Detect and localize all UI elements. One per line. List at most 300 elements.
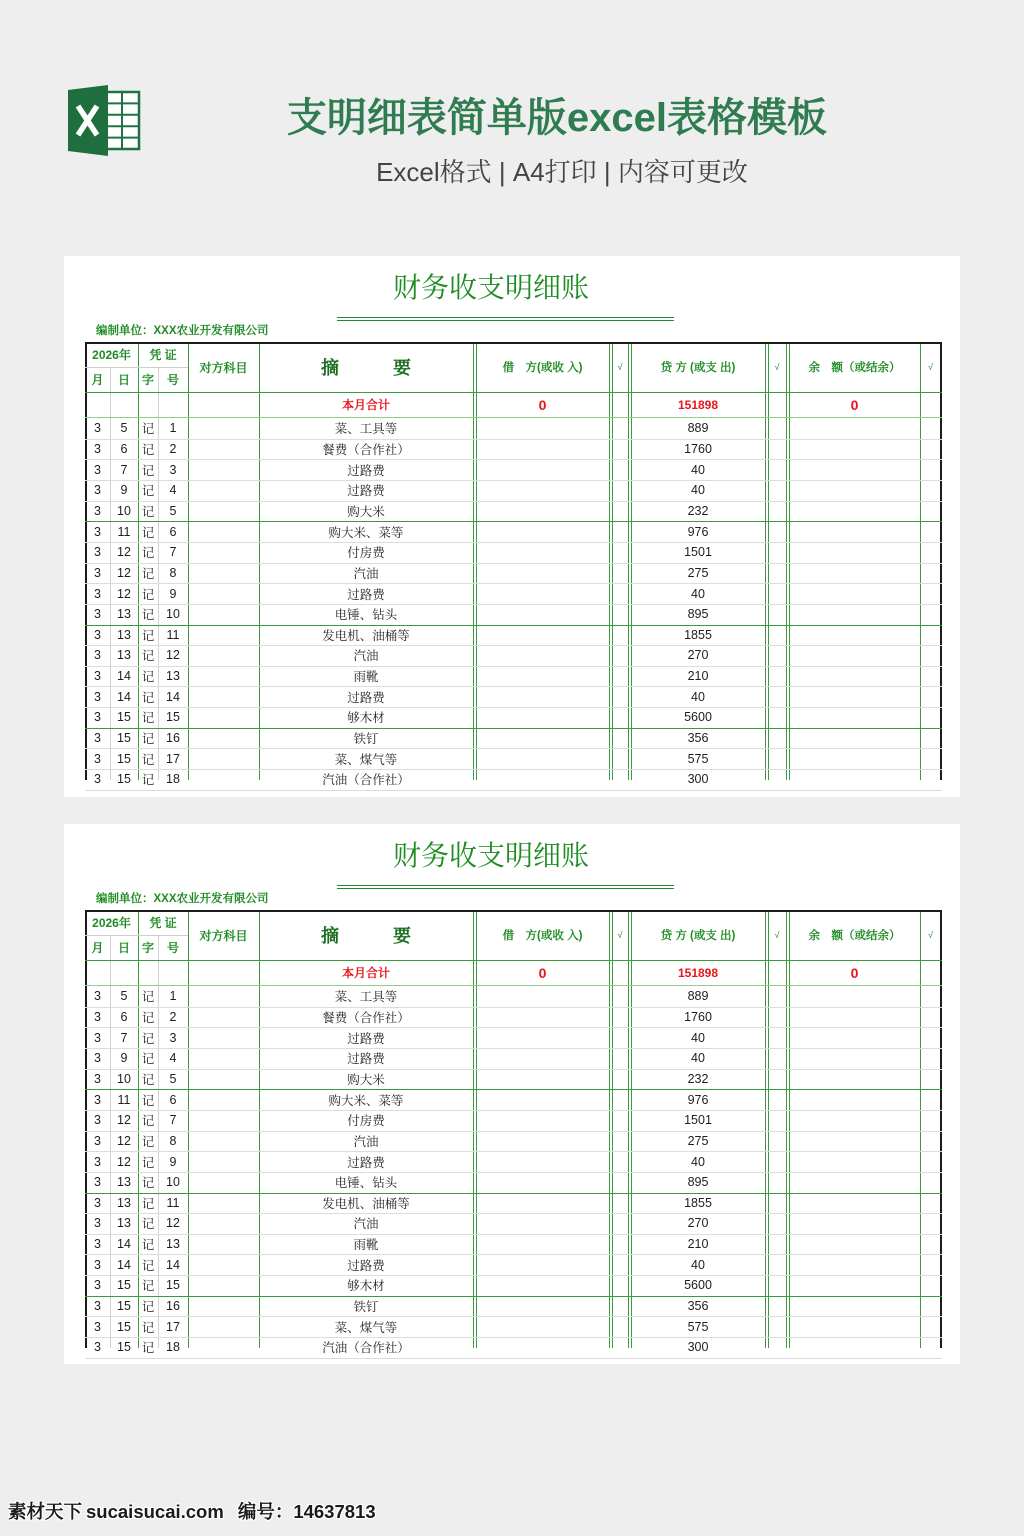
cell-month: 3: [94, 689, 101, 704]
header-credit-check: √: [774, 362, 780, 372]
cell-day: 12: [117, 1154, 131, 1169]
cell-month: 3: [94, 607, 101, 622]
ledger-row: [85, 986, 942, 1007]
cell-month: 3: [94, 1237, 101, 1252]
cell-credit-amount: 300: [687, 1340, 709, 1355]
cell-voucher-type: 记: [141, 1155, 155, 1170]
total-credit: 151898: [677, 397, 719, 412]
total-label: 本月合计: [341, 966, 390, 980]
cell-voucher-type: 记: [141, 566, 155, 581]
cell-voucher-no: 9: [169, 586, 177, 601]
cell-summary: 过路费: [347, 1031, 385, 1046]
cell-voucher-no: 13: [166, 669, 180, 684]
cell-voucher-no: 15: [166, 1278, 180, 1293]
cell-summary: 铁钉: [353, 732, 379, 747]
ledger-title: 财务收支明细账: [392, 271, 589, 304]
cell-voucher-no: 11: [166, 627, 180, 642]
cell-credit-amount: 40: [691, 1051, 705, 1066]
cell-month: 3: [94, 524, 101, 539]
cell-day: 14: [117, 1237, 131, 1252]
ledger-preview-panel: [64, 824, 960, 1364]
cell-voucher-type: 记: [141, 587, 155, 602]
cell-credit-amount: 275: [687, 565, 709, 580]
total-debit: 0: [538, 964, 547, 981]
cell-day: 5: [120, 989, 128, 1004]
cell-voucher-no: 12: [166, 1216, 180, 1231]
compiling-unit-label: 编制单位：XXX农业开发有限公司: [96, 893, 269, 905]
cell-month: 3: [94, 1154, 101, 1169]
cell-voucher-type: 记: [141, 504, 155, 519]
cell-voucher-no: 13: [166, 1237, 180, 1252]
header-voucher-type: 字: [141, 941, 154, 955]
cell-voucher-no: 16: [166, 1299, 180, 1314]
cell-credit-amount: 40: [691, 1030, 705, 1045]
header-day: 日: [117, 373, 130, 387]
header-counter-account: 对方科目: [199, 360, 248, 375]
cell-voucher-type: 记: [141, 463, 155, 478]
cell-day: 13: [117, 627, 131, 642]
cell-month: 3: [94, 545, 101, 560]
cell-voucher-no: 7: [169, 1113, 177, 1128]
cell-credit-amount: 40: [691, 483, 705, 498]
cell-summary: 过路费: [347, 1258, 385, 1273]
cell-summary: 汽油: [353, 1134, 379, 1149]
title-double-underline: [337, 885, 674, 889]
cell-summary: 够木材: [347, 711, 385, 726]
cell-voucher-no: 10: [166, 607, 180, 622]
cell-voucher-no: 5: [169, 503, 177, 518]
cell-month: 3: [94, 648, 101, 663]
cell-month: 3: [94, 1216, 101, 1231]
header-voucher-no: 号: [166, 941, 179, 955]
cell-credit-amount: 895: [687, 1175, 709, 1190]
cell-month: 3: [94, 1175, 101, 1190]
cell-voucher-type: 记: [141, 1134, 155, 1149]
cell-day: 13: [117, 1175, 131, 1190]
cell-credit-amount: 5600: [684, 710, 712, 725]
cell-voucher-type: 记: [141, 1258, 155, 1273]
ledger-row: [85, 604, 942, 625]
ledger-row: [85, 1172, 942, 1193]
cell-summary: 过路费: [347, 587, 385, 602]
total-balance: 0: [850, 396, 859, 413]
header-balance-check: √: [928, 362, 933, 372]
cell-voucher-type: 记: [141, 525, 155, 540]
cell-month: 3: [94, 751, 101, 766]
cell-voucher-no: 18: [166, 1340, 180, 1355]
cell-summary: 过路费: [347, 463, 385, 478]
ledger-row: [85, 583, 942, 604]
header-balance-check: √: [928, 930, 933, 940]
ledger-row: [85, 1027, 942, 1048]
cell-summary: 过路费: [347, 484, 385, 499]
cell-credit-amount: 232: [687, 1071, 709, 1086]
ledger-row: [85, 439, 942, 460]
ledger-row: [85, 501, 942, 522]
ledger-row: [85, 666, 942, 687]
cell-month: 3: [94, 1071, 101, 1086]
cell-credit-amount: 1760: [684, 1009, 712, 1024]
cell-voucher-type: 记: [141, 1341, 155, 1356]
cell-summary: 购大米、菜等: [328, 1093, 404, 1108]
cell-voucher-type: 记: [141, 1279, 155, 1294]
cell-credit-amount: 232: [687, 503, 709, 518]
cell-credit-amount: 270: [687, 648, 709, 663]
cell-credit-amount: 356: [687, 731, 709, 746]
cell-credit-amount: 40: [691, 1257, 705, 1272]
cell-day: 15: [117, 1319, 131, 1334]
header-debit: 借 方(或收 入): [502, 362, 583, 374]
cell-summary: 汽油: [353, 1217, 379, 1232]
cell-day: 7: [120, 462, 128, 477]
cell-month: 3: [94, 441, 101, 456]
cell-voucher-type: 记: [141, 1196, 155, 1211]
cell-voucher-no: 11: [166, 1195, 180, 1210]
cell-summary: 菜、煤气等: [334, 1320, 398, 1335]
cell-summary: 菜、工具等: [334, 990, 398, 1005]
cell-voucher-no: 4: [169, 1051, 177, 1066]
cell-voucher-no: 8: [169, 565, 177, 580]
cell-voucher-no: 2: [169, 441, 177, 456]
cell-credit-amount: 5600: [684, 1278, 712, 1293]
cell-summary: 汽油（合作社）: [322, 773, 410, 788]
ledger-row: [85, 1337, 942, 1358]
ledger-row: [85, 480, 942, 501]
cell-voucher-no: 16: [166, 731, 180, 746]
cell-day: 15: [117, 1299, 131, 1314]
cell-summary: 付房费: [347, 1114, 385, 1129]
cell-summary: 发电机、油桶等: [322, 628, 410, 643]
cell-month: 3: [94, 503, 101, 518]
cell-month: 3: [94, 1051, 101, 1066]
cell-voucher-type: 记: [141, 1114, 155, 1129]
cell-month: 3: [94, 1278, 101, 1293]
cell-day: 12: [117, 1133, 131, 1148]
cell-summary: 购大米、菜等: [328, 525, 404, 540]
ledger-row: [85, 1316, 942, 1337]
cell-day: 15: [117, 1340, 131, 1355]
cell-voucher-no: 18: [166, 772, 180, 787]
header-credit-check: √: [774, 930, 780, 940]
header-debit-check: √: [617, 930, 623, 940]
cell-day: 15: [117, 1278, 131, 1293]
cell-voucher-type: 记: [141, 1031, 155, 1046]
cell-credit-amount: 40: [691, 586, 705, 601]
page-subtitle: Excel格式 | A4打印 | 内容可更改: [376, 157, 748, 187]
cell-voucher-type: 记: [141, 1093, 155, 1108]
cell-day: 15: [117, 751, 131, 766]
cell-voucher-type: 记: [141, 732, 155, 747]
page-title: 支明细表简单版excel表格模板: [286, 96, 828, 140]
cell-voucher-no: 17: [166, 751, 180, 766]
cell-voucher-no: 9: [169, 1154, 177, 1169]
cell-voucher-type: 记: [141, 484, 155, 499]
cell-day: 6: [120, 441, 128, 456]
ledger-row: [85, 521, 942, 542]
cell-voucher-type: 记: [141, 546, 155, 561]
ledger-row: [85, 645, 942, 666]
cell-month: 3: [94, 1133, 101, 1148]
cell-day: 15: [117, 731, 131, 746]
cell-month: 3: [94, 1340, 101, 1355]
cell-summary: 汽油: [353, 566, 379, 581]
cell-voucher-no: 8: [169, 1133, 177, 1148]
header-summary: 摘 要: [321, 358, 411, 378]
cell-day: 14: [117, 669, 131, 684]
cell-month: 3: [94, 1299, 101, 1314]
cell-voucher-no: 17: [166, 1319, 180, 1334]
cell-month: 3: [94, 1092, 101, 1107]
cell-credit-amount: 1855: [684, 627, 712, 642]
header-year: 2026年: [92, 348, 131, 362]
ledger-row: [85, 707, 942, 728]
cell-voucher-type: 记: [141, 1217, 155, 1232]
cell-voucher-type: 记: [141, 773, 155, 788]
header-voucher-no: 号: [166, 373, 179, 387]
cell-summary: 汽油（合作社）: [322, 1341, 410, 1356]
cell-voucher-no: 6: [169, 524, 177, 539]
excel-logo-icon: [68, 85, 141, 156]
cell-summary: 购大米: [347, 504, 385, 519]
cell-voucher-type: 记: [141, 1052, 155, 1067]
watermark-id: 编号：14637813: [237, 1501, 376, 1522]
ledger-row: [85, 1254, 942, 1275]
cell-voucher-no: 15: [166, 710, 180, 725]
cell-voucher-type: 记: [141, 1176, 155, 1191]
header-month: 月: [91, 941, 104, 955]
cell-credit-amount: 270: [687, 1216, 709, 1231]
cell-credit-amount: 210: [687, 1237, 709, 1252]
header-year: 2026年: [92, 916, 131, 930]
cell-voucher-type: 记: [141, 1238, 155, 1253]
row-separator-line: [85, 1358, 942, 1359]
cell-voucher-type: 记: [141, 628, 155, 643]
cell-credit-amount: 40: [691, 462, 705, 477]
cell-voucher-type: 记: [141, 1320, 155, 1335]
cell-day: 10: [117, 503, 131, 518]
total-debit: 0: [538, 396, 547, 413]
cell-summary: 电锤、钻头: [334, 1176, 398, 1191]
cell-month: 3: [94, 669, 101, 684]
cell-summary: 雨靴: [353, 1238, 379, 1253]
cell-voucher-type: 记: [141, 1072, 155, 1087]
cell-month: 3: [94, 1113, 101, 1128]
ledger-row: [85, 1007, 942, 1028]
ledger-row: [85, 1048, 942, 1069]
cell-voucher-type: 记: [141, 1010, 155, 1025]
cell-voucher-no: 14: [166, 1257, 180, 1272]
cell-day: 13: [117, 1216, 131, 1231]
cell-day: 14: [117, 1257, 131, 1272]
cell-day: 9: [120, 483, 128, 498]
cell-credit-amount: 976: [687, 1092, 709, 1107]
cell-voucher-type: 记: [141, 990, 155, 1005]
cell-summary: 汽油: [353, 649, 379, 664]
cell-credit-amount: 300: [687, 772, 709, 787]
cell-month: 3: [94, 462, 101, 477]
cell-credit-amount: 1501: [684, 1113, 712, 1128]
cell-voucher-type: 记: [141, 1300, 155, 1315]
cell-summary: 过路费: [347, 1052, 385, 1067]
cell-day: 13: [117, 1195, 131, 1210]
cell-day: 6: [120, 1009, 128, 1024]
ledger-row: [85, 769, 942, 790]
cell-summary: 菜、煤气等: [334, 752, 398, 767]
ledger-row: [85, 728, 942, 749]
ledger-row: [85, 1131, 942, 1152]
cell-month: 3: [94, 731, 101, 746]
ledger-row: [85, 1193, 942, 1214]
cell-credit-amount: 895: [687, 607, 709, 622]
cell-summary: 餐费（合作社）: [322, 1010, 410, 1025]
cell-summary: 餐费（合作社）: [322, 442, 410, 457]
row-separator-line: [85, 790, 942, 791]
cell-credit-amount: 1855: [684, 1195, 712, 1210]
cell-day: 12: [117, 565, 131, 580]
cell-day: 11: [117, 1092, 131, 1107]
header-day: 日: [117, 941, 130, 955]
ledger-row: [85, 1110, 942, 1131]
ledger-row: [85, 686, 942, 707]
total-credit: 151898: [677, 965, 719, 980]
watermark-site-url: sucaisucai.com: [86, 1501, 224, 1522]
cell-day: 12: [117, 545, 131, 560]
ledger-row: [85, 459, 942, 480]
header-debit: 借 方(或收 入): [502, 930, 583, 942]
cell-month: 3: [94, 989, 101, 1004]
cell-month: 3: [94, 1319, 101, 1334]
total-balance: 0: [850, 964, 859, 981]
cell-voucher-type: 记: [141, 690, 155, 705]
cell-day: 10: [117, 1071, 131, 1086]
cell-day: 13: [117, 648, 131, 663]
cell-day: 9: [120, 1051, 128, 1066]
header-debit-check: √: [617, 362, 623, 372]
cell-credit-amount: 1760: [684, 441, 712, 456]
title-double-underline: [337, 317, 674, 321]
ledger-row: [85, 1089, 942, 1110]
cell-day: 12: [117, 586, 131, 601]
cell-credit-amount: 889: [687, 989, 709, 1004]
ledger-row: [85, 1234, 942, 1255]
total-label: 本月合计: [341, 398, 390, 412]
cell-month: 3: [94, 1195, 101, 1210]
header-voucher: 凭 证: [149, 916, 177, 930]
cell-voucher-no: 12: [166, 648, 180, 663]
cell-month: 3: [94, 710, 101, 725]
cell-credit-amount: 275: [687, 1133, 709, 1148]
cell-voucher-no: 4: [169, 483, 177, 498]
ledger-preview-panel: [64, 256, 960, 797]
header-counter-account: 对方科目: [199, 928, 248, 943]
cell-day: 15: [117, 772, 131, 787]
ledger-row: [85, 1296, 942, 1317]
cell-voucher-type: 记: [141, 442, 155, 457]
cell-credit-amount: 40: [691, 1154, 705, 1169]
ledger-row: [85, 1213, 942, 1234]
cell-summary: 雨靴: [353, 670, 379, 685]
compiling-unit-label: 编制单位：XXX农业开发有限公司: [96, 325, 269, 337]
watermark: [8, 1499, 376, 1525]
ledger-row: [85, 563, 942, 584]
cell-summary: 过路费: [347, 690, 385, 705]
ledger-row: [85, 418, 942, 439]
cell-voucher-no: 14: [166, 689, 180, 704]
cell-credit-amount: 1501: [684, 545, 712, 560]
cell-voucher-type: 记: [141, 422, 155, 437]
cell-voucher-no: 2: [169, 1009, 177, 1024]
cell-summary: 过路费: [347, 1155, 385, 1170]
ledger-title: 财务收支明细账: [392, 839, 589, 872]
cell-voucher-type: 记: [141, 670, 155, 685]
cell-month: 3: [94, 565, 101, 580]
header-balance: 余 额（或结余）: [808, 362, 901, 374]
ledger-row: [85, 748, 942, 769]
cell-summary: 电锤、钻头: [334, 608, 398, 623]
cell-day: 7: [120, 1030, 128, 1045]
header-voucher: 凭 证: [149, 348, 177, 362]
cell-voucher-no: 6: [169, 1092, 177, 1107]
cell-month: 3: [94, 1009, 101, 1024]
cell-credit-amount: 356: [687, 1299, 709, 1314]
cell-summary: 付房费: [347, 546, 385, 561]
cell-voucher-type: 记: [141, 752, 155, 767]
cell-summary: 购大米: [347, 1072, 385, 1087]
cell-day: 13: [117, 607, 131, 622]
cell-voucher-no: 3: [169, 1030, 177, 1045]
ledger-row: [85, 625, 942, 646]
ledger-table: [85, 910, 942, 1356]
header-balance: 余 额（或结余）: [808, 930, 901, 942]
cell-month: 3: [94, 1030, 101, 1045]
cell-credit-amount: 575: [687, 751, 709, 766]
cell-credit-amount: 40: [691, 689, 705, 704]
cell-summary: 铁钉: [353, 1300, 379, 1315]
cell-voucher-type: 记: [141, 649, 155, 664]
header-credit: 贷 方 (或支 出): [660, 362, 736, 374]
cell-summary: 发电机、油桶等: [322, 1196, 410, 1211]
ledger-row: [85, 1275, 942, 1296]
cell-voucher-type: 记: [141, 711, 155, 726]
ledger-row: [85, 1069, 942, 1090]
cell-day: 11: [117, 524, 131, 539]
cell-voucher-no: 1: [169, 989, 177, 1004]
cell-day: 12: [117, 1113, 131, 1128]
cell-summary: 够木材: [347, 1279, 385, 1294]
cell-day: 15: [117, 710, 131, 725]
cell-credit-amount: 889: [687, 421, 709, 436]
cell-credit-amount: 210: [687, 669, 709, 684]
cell-voucher-no: 3: [169, 462, 177, 477]
cell-day: 14: [117, 689, 131, 704]
cell-voucher-no: 10: [166, 1175, 180, 1190]
cell-credit-amount: 575: [687, 1319, 709, 1334]
cell-voucher-type: 记: [141, 608, 155, 623]
header-credit: 贷 方 (或支 出): [660, 930, 736, 942]
header-voucher-type: 字: [141, 373, 154, 387]
cell-summary: 菜、工具等: [334, 422, 398, 437]
cell-credit-amount: 976: [687, 524, 709, 539]
cell-month: 3: [94, 483, 101, 498]
cell-month: 3: [94, 772, 101, 787]
cell-day: 5: [120, 421, 128, 436]
cell-voucher-no: 7: [169, 545, 177, 560]
cell-month: 3: [94, 586, 101, 601]
cell-month: 3: [94, 627, 101, 642]
cell-voucher-no: 1: [169, 421, 177, 436]
header-summary: 摘 要: [321, 926, 411, 946]
header-month: 月: [91, 373, 104, 387]
